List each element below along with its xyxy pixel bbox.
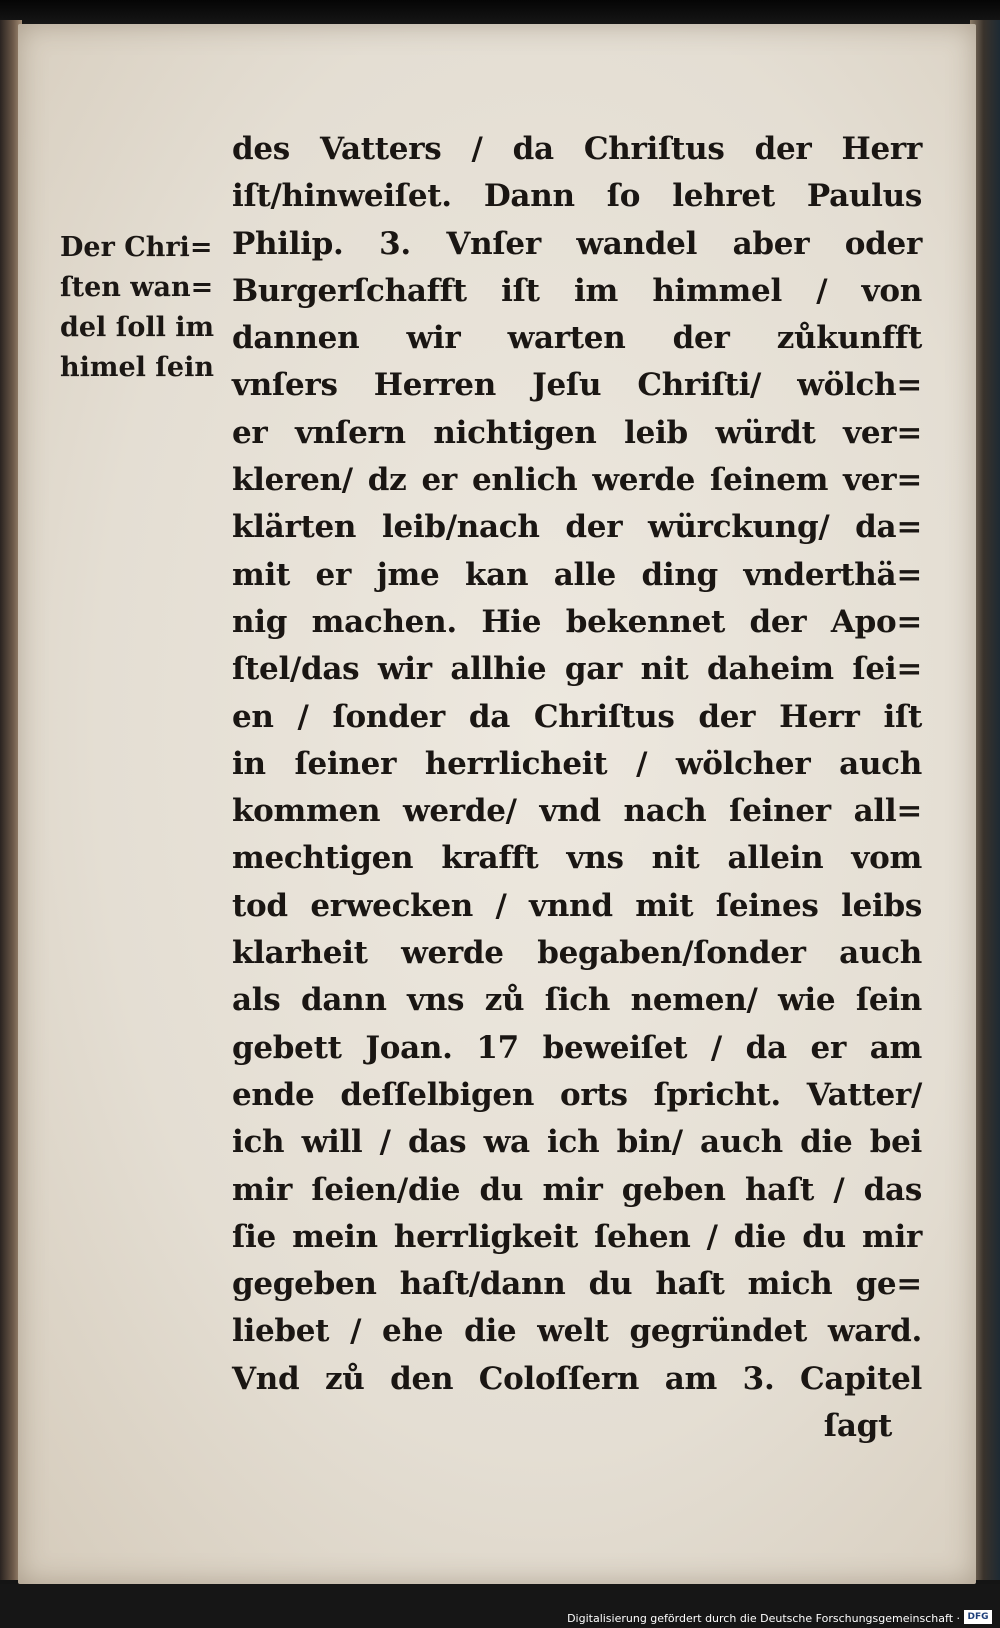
text-line: des Vatters / da Chriſtus der Herr (232, 131, 922, 167)
text-line: dannen wir warten der zůkunfft (232, 320, 922, 357)
dfg-logo: DFG (964, 1610, 992, 1624)
text-line: er vnſern nichtigen leib würdt ver= (232, 414, 922, 451)
margin-note-line: ſten wan= (60, 272, 214, 303)
text-line: iſt/hinweiſet. Dann ſo lehret Paulus (232, 178, 922, 215)
text-line: kleren/ dz er enlich werde ſeinem ver= (232, 462, 922, 499)
text-line: vnſers Herren Jeſu Chriſti/ wölch= (232, 367, 922, 404)
text-line: tod erwecken / vnnd mit ſeines leibs (232, 887, 922, 924)
text-line: ſie mein herrligkeit ſehen / die du mir (232, 1218, 922, 1255)
text-line: klärten leib/nach der würckung/ da= (232, 509, 922, 546)
text-line: mechtigen krafft vns nit allein vom (232, 840, 922, 877)
main-text-block (232, 126, 922, 1450)
text-line: ende deſſelbigen orts ſpricht. Vatter/ (232, 1076, 922, 1113)
text-line: gegeben haſt/dann du haſt mich ge= (232, 1266, 922, 1303)
text-line: Philip. 3. Vnſer wandel aber oder (232, 225, 922, 262)
text-line: nig machen. Hie bekennet der Apo= (232, 603, 922, 640)
text-line: ſtel/das wir allhie gar nit daheim ſei= (232, 651, 922, 688)
digitization-credit: Digitalisierung gefördert durch die Deutsche Forschungsgemeinschaft · (567, 1612, 960, 1625)
margin-note-line: del ſoll im (60, 312, 215, 343)
text-line: als dann vns zů ſich nemen/ wie ſein (232, 982, 922, 1019)
text-line: liebet / ehe die welt gegründet ward. (232, 1313, 922, 1350)
catchword: ſagt (823, 1408, 892, 1445)
margin-note-line: himel ſein (60, 352, 214, 383)
text-line: Vnd zů den Coloſſern am 3. Capitel (232, 1360, 922, 1397)
text-line: mit er jme kan alle ding vnderthä= (232, 556, 922, 593)
marginal-note (60, 228, 220, 388)
text-line: ich will / das wa ich bin/ auch die bei (232, 1124, 922, 1161)
margin-note-line: Der Chri= (60, 232, 213, 263)
text-line: Burgerſchafft iſt im himmel / von (232, 272, 922, 309)
text-line: en / ſonder da Chriſtus der Herr iſt (232, 698, 922, 735)
text-line: gebett Joan. 17 beweiſet / da er am (232, 1029, 922, 1066)
text-line: in ſeiner herrlicheit / wölcher auch (232, 745, 922, 782)
text-line: kommen werde/ vnd nach ſeiner all= (232, 793, 922, 830)
text-line: klarheit werde begaben/ſonder auch (232, 935, 922, 972)
text-line: mir ſeien/die du mir geben haſt / das (232, 1171, 922, 1208)
